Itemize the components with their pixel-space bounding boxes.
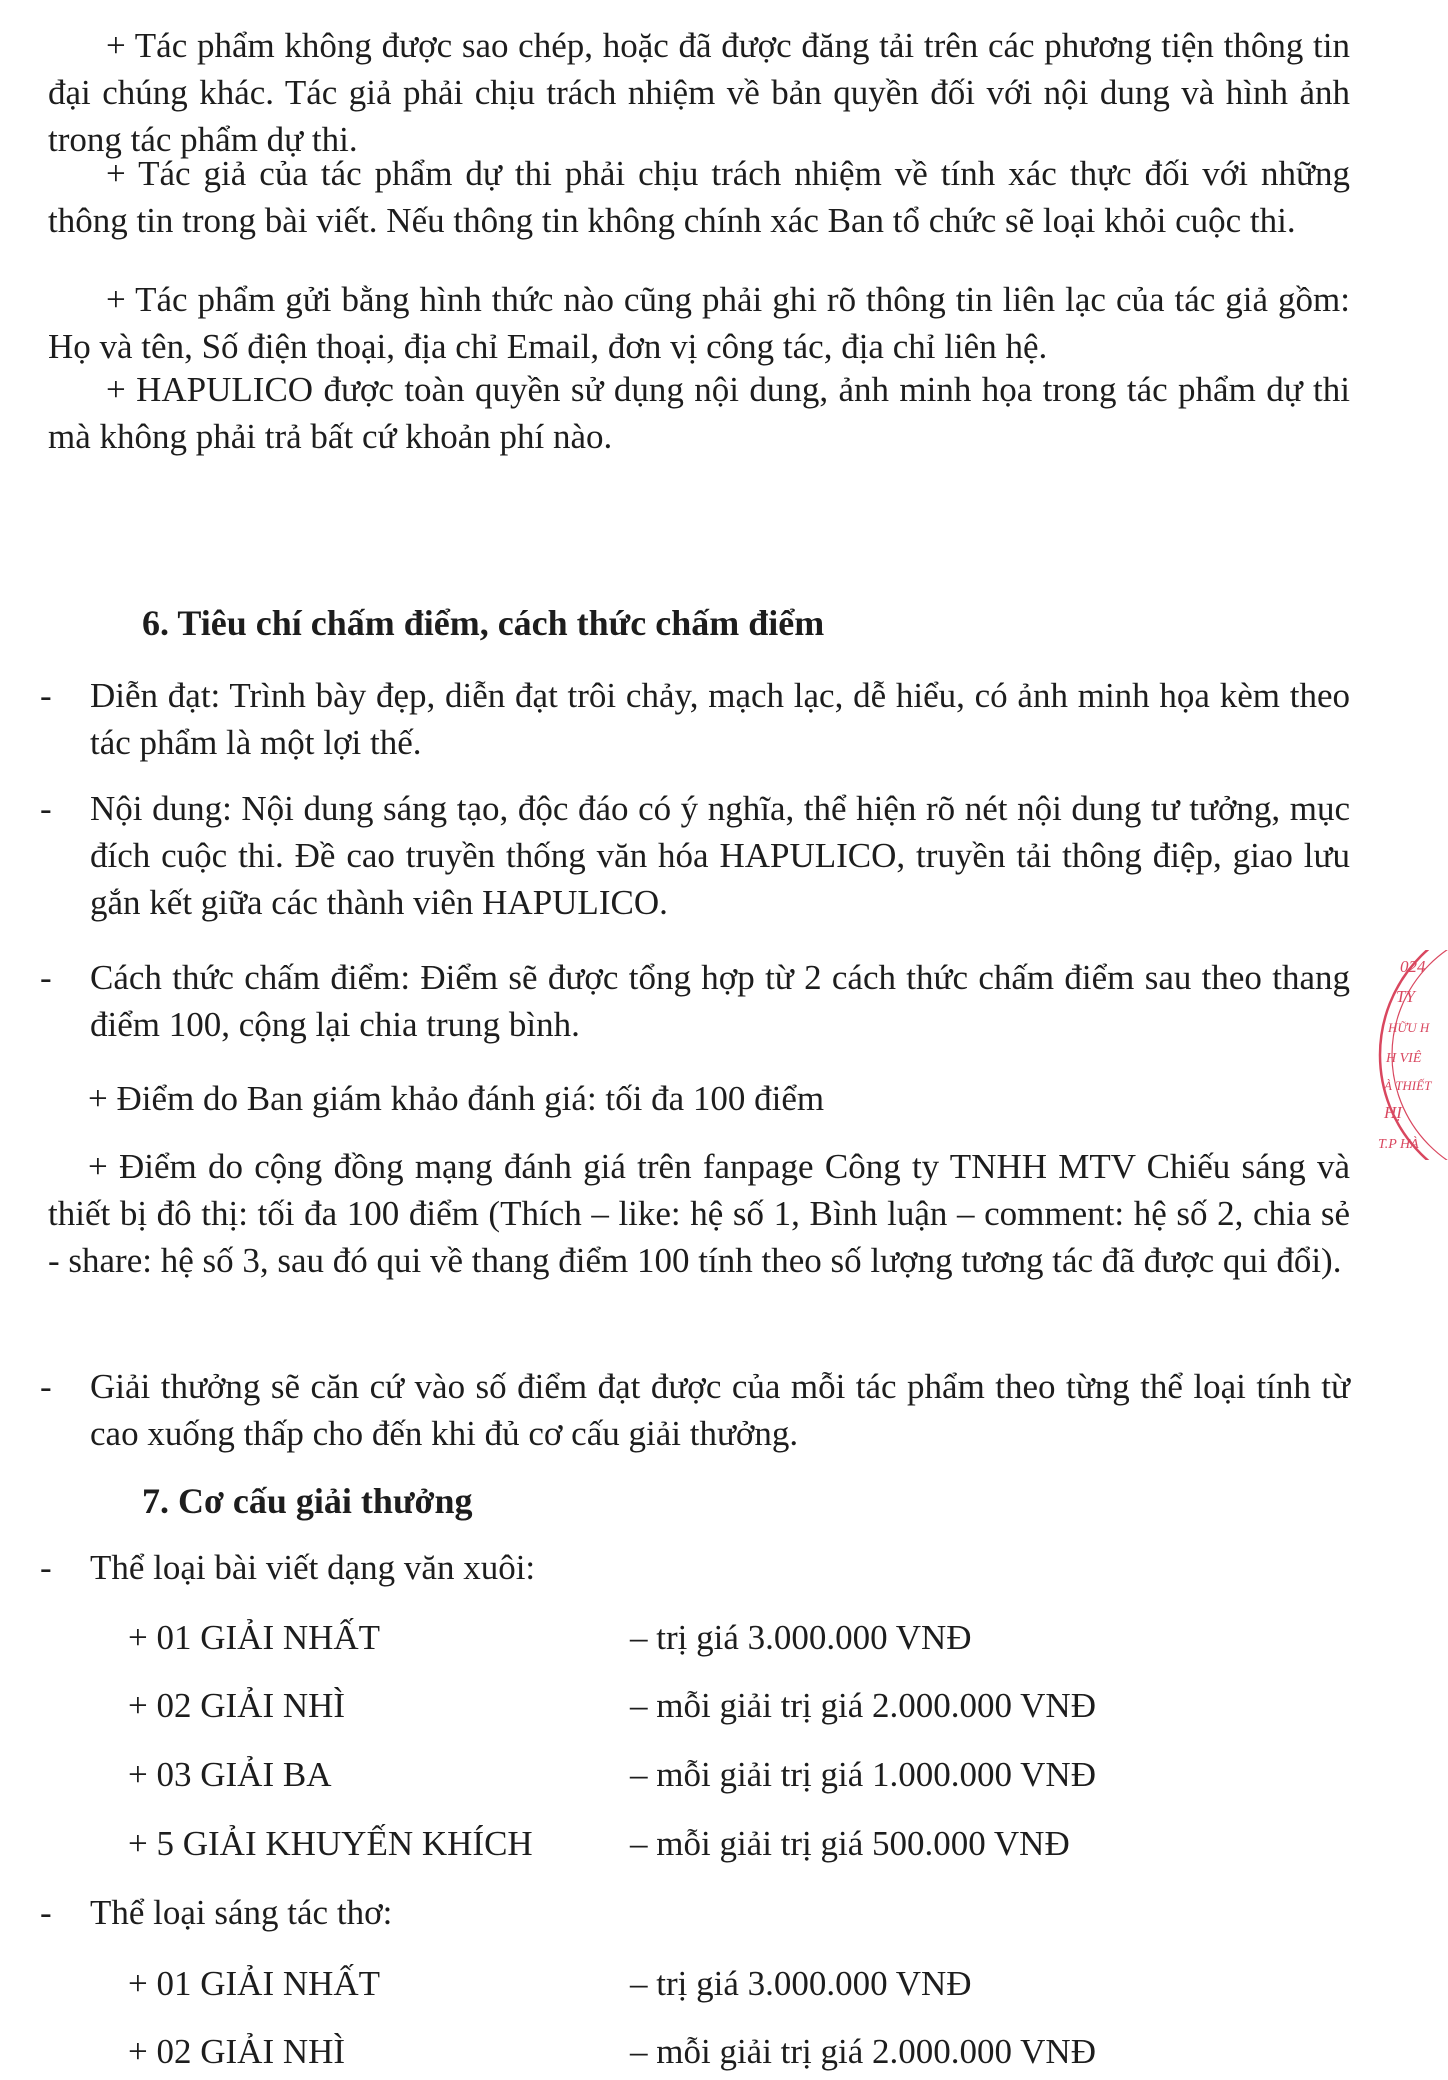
paragraph-accuracy: + Tác giả của tác phẩm dự thi phải chịu trách nhiệm về tính xác thực đối với những thông tin trong bài viết. Nếu thông tin không chính xác Ban tổ chức sẽ loại khỏi cuộc thi.	[48, 154, 1350, 240]
criteria-scoring-method	[40, 954, 1350, 1048]
prose-prize-first	[128, 1614, 1228, 1661]
prize-name: + 01 GIẢI NHẤT	[128, 1618, 381, 1657]
category-poetry-label: Thể loại sáng tác thơ:	[90, 1893, 393, 1932]
awards-ranking	[40, 1363, 1350, 1457]
stamp-seal	[1370, 950, 1448, 1160]
stamp-line: 024	[1400, 957, 1426, 976]
prize-name: + 02 GIẢI NHÌ	[128, 1686, 346, 1725]
prose-prize-encouragement	[128, 1820, 1228, 1867]
prize-value: – mỗi giải trị giá 2.000.000 VNĐ	[630, 1686, 1096, 1725]
category-prose-label: Thể loại bài viết dạng văn xuôi:	[90, 1548, 536, 1587]
score-community: + Điểm do cộng đồng mạng đánh giá trên fanpage Công ty TNHH MTV Chiếu sáng và thiết bị đô thị: tối đa 100 điểm (Thích – like: hệ số 1, Bình luận – comment: hệ số 2, chia sẻ - share: hệ số 3, sau đó qui về thang điểm 100 tính theo số lượng tương tác đã được qui đổi).	[48, 1147, 1350, 1280]
prize-name: + 01 GIẢI NHẤT	[128, 1964, 381, 2003]
poetry-prize-second	[128, 2028, 1228, 2075]
stamp-line: H VIÊ	[1386, 1051, 1422, 1066]
bullet-dash: -	[40, 1893, 52, 1932]
category-poetry	[40, 1889, 1350, 1936]
prize-value: – mỗi giải trị giá 2.000.000 VNĐ	[630, 2032, 1096, 2071]
awards-ranking-text: Giải thưởng sẽ căn cứ vào số điểm đạt được của mỗi tác phẩm theo từng thể loại tính từ cao xuống thấp cho đến khi đủ cơ cấu giải thưởng.	[90, 1367, 1350, 1453]
stamp-line: HỊ	[1384, 1103, 1402, 1122]
criteria-content-text: Nội dung: Nội dung sáng tạo, độc đáo có ý nghĩa, thể hiện rõ nét nội dung tư tưởng, mục đích cuộc thi. Đề cao truyền thống văn hóa HAPULICO, truyền tải thông điệp, giao lưu gắn kết giữa các thành viên HAPULICO.	[90, 789, 1350, 922]
category-prose	[40, 1544, 1350, 1591]
prize-value: – trị giá 3.000.000 VNĐ	[630, 1964, 972, 2003]
prize-value: – trị giá 3.000.000 VNĐ	[630, 1618, 972, 1657]
prize-name: + 03 GIẢI BA	[128, 1755, 332, 1794]
company-stamp	[1370, 950, 1448, 1160]
stamp-line: HỮU H	[1388, 1020, 1430, 1035]
poetry-prize-first	[128, 1960, 1228, 2007]
prize-value: – mỗi giải trị giá 500.000 VNĐ	[630, 1824, 1070, 1863]
prize-name: + 5 GIẢI KHUYẾN KHÍCH	[128, 1824, 533, 1863]
criteria-presentation	[40, 672, 1350, 766]
criteria-content	[40, 785, 1350, 926]
paragraph-contact-info: + Tác phẩm gửi bằng hình thức nào cũng phải ghi rõ thông tin liên lạc của tác giả gồm: Họ và tên, Số điện thoại, địa chỉ Email, đơn vị công tác, địa chỉ liên hệ.	[48, 280, 1350, 366]
criteria-presentation-text: Diễn đạt: Trình bày đẹp, diễn đạt trôi chảy, mạch lạc, dễ hiểu, có ảnh minh họa kèm theo tác phẩm là một lợi thế.	[90, 676, 1350, 762]
stamp-line: À THIẾT	[1384, 1078, 1432, 1093]
bullet-dash: -	[40, 1367, 52, 1406]
prose-prize-second	[128, 1682, 1228, 1729]
prose-prize-third	[128, 1751, 1228, 1798]
prize-name: + 02 GIẢI NHÌ	[128, 2032, 346, 2071]
prize-value: – mỗi giải trị giá 1.000.000 VNĐ	[630, 1755, 1096, 1794]
score-jury: + Điểm do Ban giám khảo đánh giá: tối đa 100 điểm	[88, 1079, 825, 1118]
section-7-heading: 7. Cơ cấu giải thưởng	[142, 1481, 473, 1521]
section-6-heading: 6. Tiêu chí chấm điểm, cách thức chấm điểm	[142, 603, 825, 643]
stamp-line: TY	[1396, 987, 1415, 1006]
bullet-dash: -	[40, 1548, 52, 1587]
bullet-dash: -	[40, 958, 52, 997]
bullet-dash: -	[40, 789, 52, 828]
paragraph-copyright: + Tác phẩm không được sao chép, hoặc đã được đăng tải trên các phương tiện thông tin đại chúng khác. Tác giả phải chịu trách nhiệm về bản quyền đối với nội dung và hình ảnh trong tác phẩm dự thi.	[48, 26, 1350, 159]
criteria-scoring-method-text: Cách thức chấm điểm: Điểm sẽ được tổng hợp từ 2 cách thức chấm điểm sau theo thang điểm 100, cộng lại chia trung bình.	[90, 958, 1350, 1044]
stamp-line: T.P HÀ	[1378, 1137, 1419, 1152]
bullet-dash: -	[40, 676, 52, 715]
paragraph-usage-rights: + HAPULICO được toàn quyền sử dụng nội dung, ảnh minh họa trong tác phẩm dự thi mà không phải trả bất cứ khoản phí nào.	[48, 370, 1350, 456]
